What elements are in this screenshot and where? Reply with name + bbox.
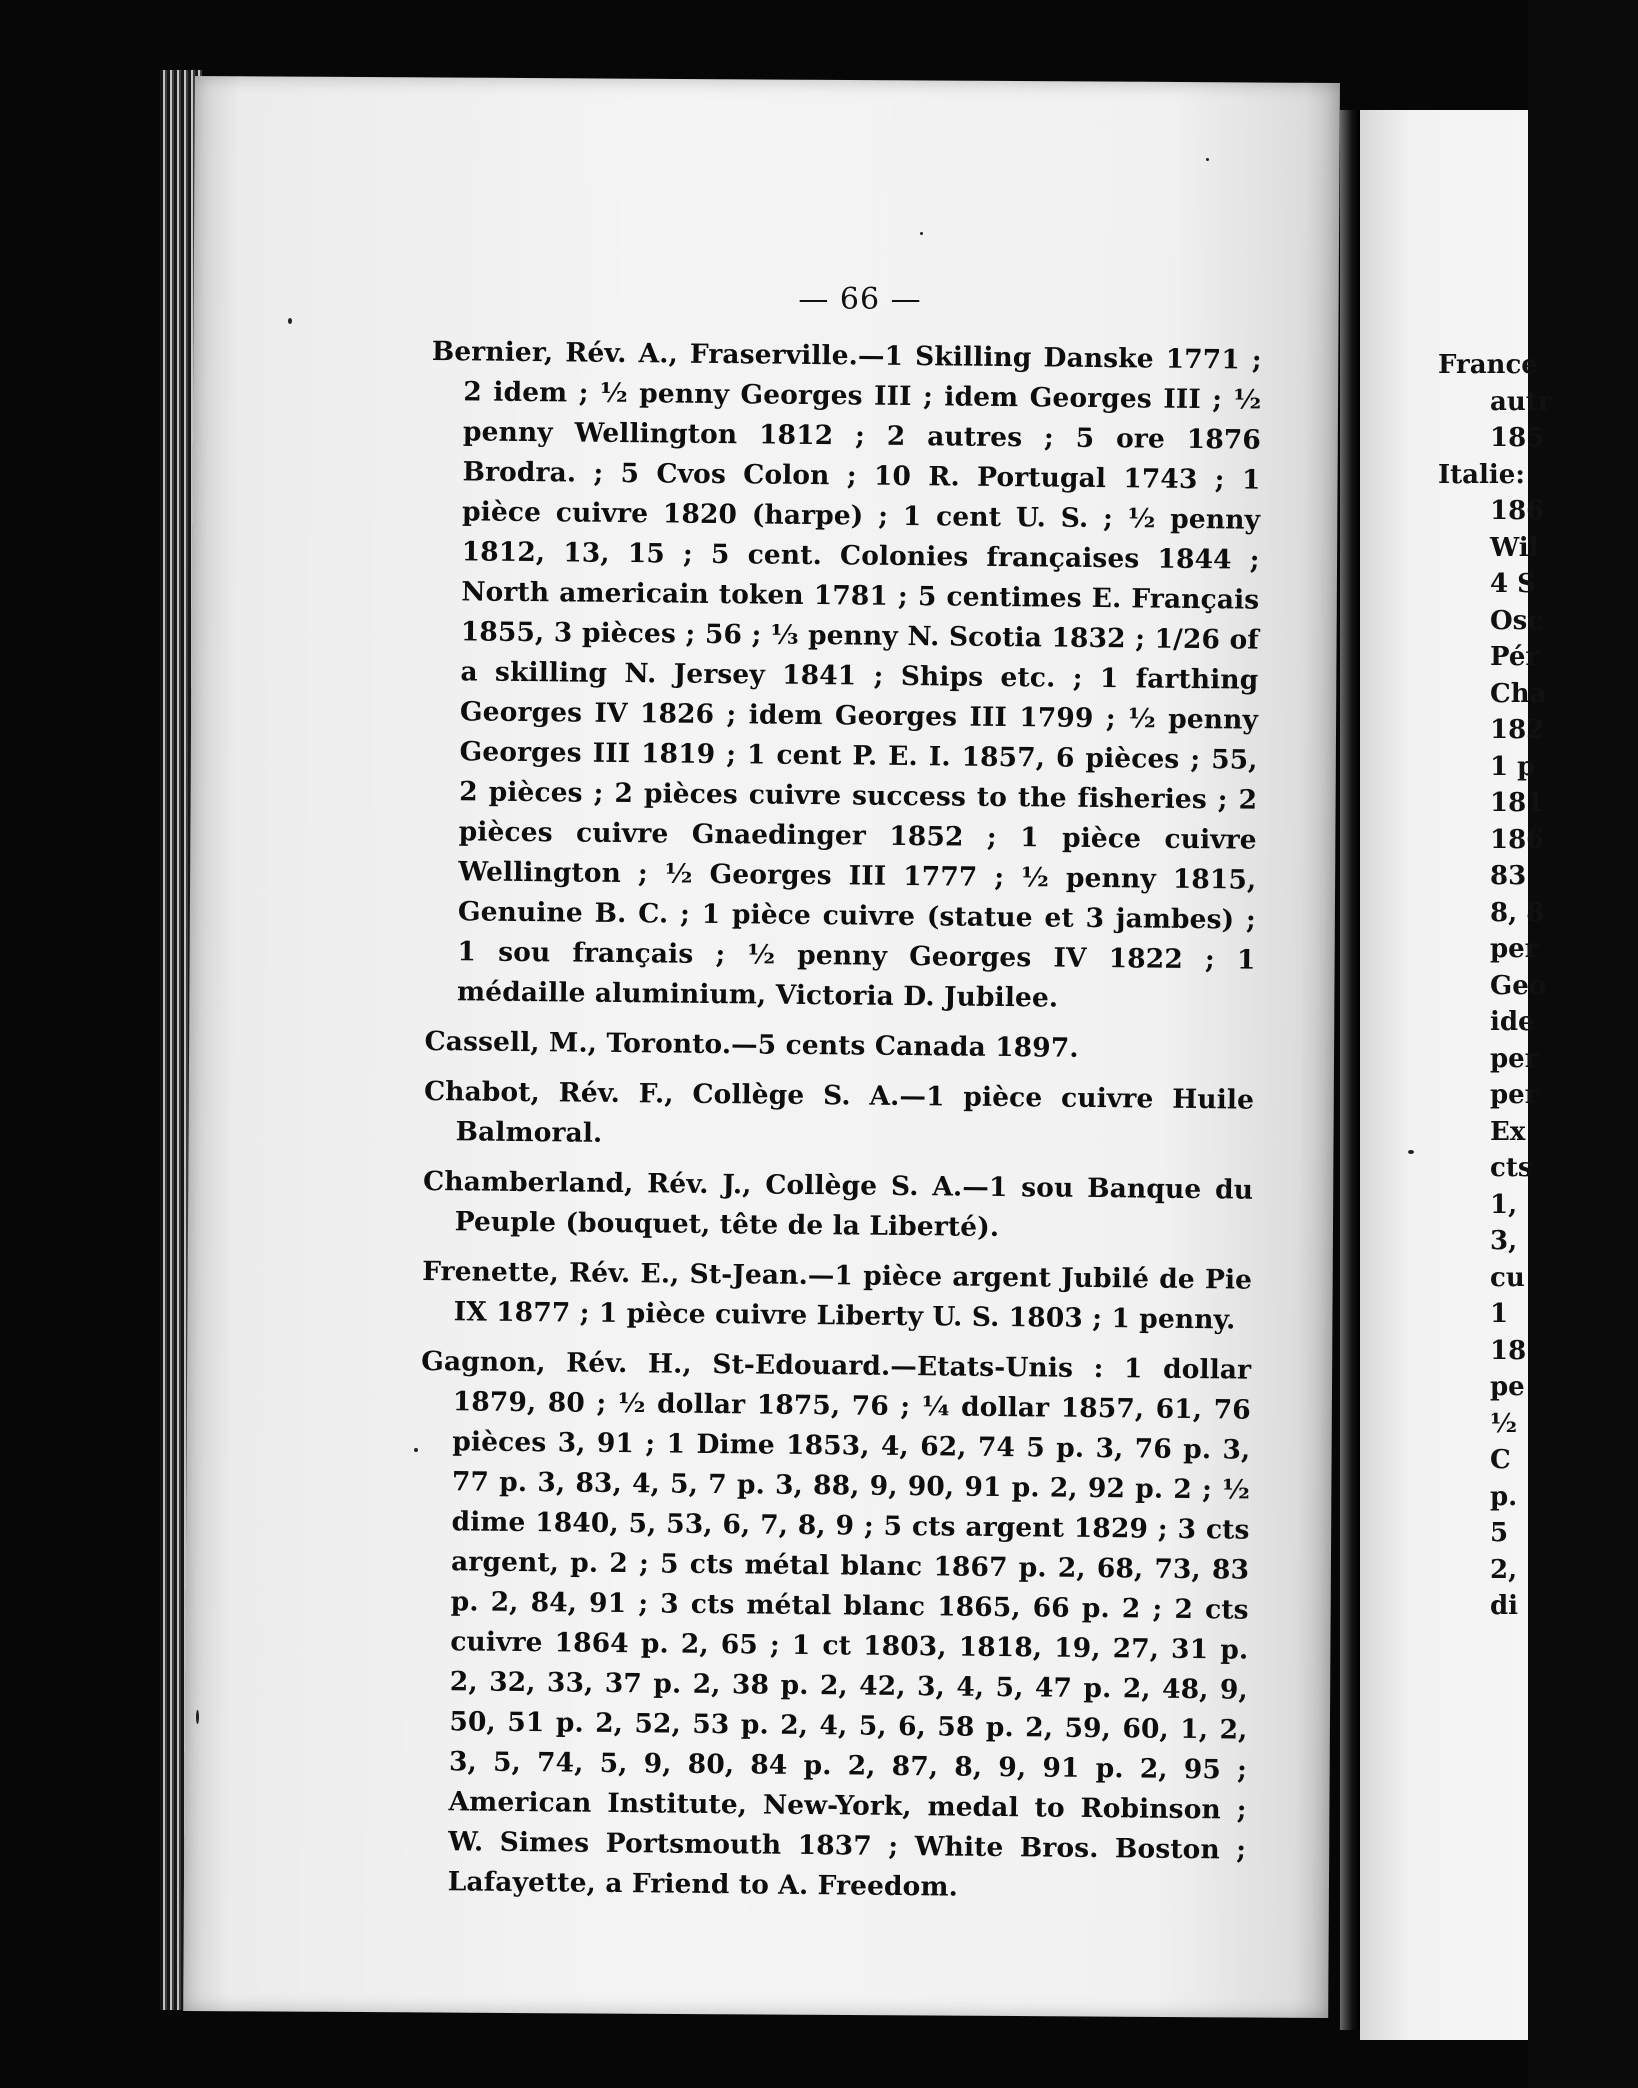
entry-gagnon: Gagnon, Rév. H., St-Edouard.—Etats-Unis : 1 dollar 1879, 80 ; ½ dollar 1875, 76 ; ¼ dollar 1857, 61, 76 pièces 3, 91 ; 1 Dime 1853, 4, 62, 74 5 p. 3, 76 p. 3, 77 p. 3, 83, 4, 5, 7 p. 3, 88, 9, 90, 91 p. 2, 92 p. 2 ; ½ dime 1840, 5, 53, 6, 7, 8, 9 ; 5 cts argent 1829 ; 3 cts argent, p. 2 ; 5 cts métal blanc 1867 p. 2, 68, 73, 83 p. 2, 84, 91 ; 3 cts métal blanc 1865, 66 p. 2 ; 2 cts cuivre 1864 p. 2, 65 ; 1 ct 1803, 1818, 19, 27, 31 p. 2, 32, 33, 37 p. 2, 38 p. 2, 42, 3, 4, 5, 47 p. 2, 48, 9, 50, 51 p. 2, 52, 53 p. 2, 4, 5, 6, 58 p. 2, 59, 60, 1, 2, 3, 5, 74, 5, 9, 80, 84 p. 2, 87, 8, 9, 91 p. 2, 95 ; American Institute, New-York, medal to Robinson ; W. Simes Portsmouth 1837 ; White Bros. Boston ; Lafayette, a Friend to A. Freedom. [421, 1345, 1252, 1903]
right-page-fragment: 1, [1490, 1189, 1518, 1220]
right-page-fragment: ide [1490, 1007, 1535, 1037]
right-page-fragment: pe [1490, 1372, 1525, 1402]
right-page-fragment: 181 [1490, 788, 1545, 818]
scan-speck [196, 1710, 199, 1724]
scan-speck [920, 232, 923, 235]
right-page-fragment: cu [1490, 1262, 1525, 1293]
right-page-fragment: France [1438, 350, 1538, 380]
right-page-fragment: 186 [1490, 496, 1545, 526]
right-page-fragment: Geo [1490, 970, 1547, 1001]
right-page-fragment: 3, [1490, 1226, 1518, 1256]
right-page-fragment: 186 [1490, 824, 1545, 855]
right-page-fragment: Ex [1490, 1116, 1526, 1147]
right-page-fragment: Cha [1490, 678, 1547, 709]
right-page-fragment: per [1490, 1043, 1539, 1074]
right-page-fragment: p. [1490, 1481, 1518, 1512]
entry-bernier: Bernier, Rév. A., Fraserville.—1 Skilling Danske 1771 ; 2 idem ; ½ penny Georges III ; idem Georges III ; ½ penny Wellington 1812 ; 2 autres ; 5 ore 1876 Brodra. ; 5 Cvos Colon ; 10 R. Portugal 1743 ; 1 pièce cuivre 1820 (harpe) ; 1 cent U. S. ; ½ penny 1812, 13, 15 ; 5 cent. Colonies françaises 1844 ; North americain token 1781 ; 5 centimes E. Français 1855, 3 pièces ; 56 ; ⅓ penny N. Scotia 1832 ; 1/26 of a skilling N. Jersey 1841 ; Ships etc. ; 1 farthing Georges IV 1826 ; idem Georges III 1799 ; ½ penny Georges III 1819 ; 1 cent P. E. I. 1857, 6 pièces ; 55, 2 pièces ; 2 pièces cuivre success to the fisheries ; 2 pièces cuivre Gnaedinger 1852 ; 1 pièce cuivre Wellington ; ½ Georges III 1777 ; ½ penny 1815, Genuine B. C. ; 1 pièce cuivre (statue et 3 jambes) ; 1 sou français ; ½ penny Georges IV 1822 ; 1 médaille aluminium, Victoria D. Jubilee. [431, 335, 1262, 1014]
entry-frenette: Frenette, Rév. E., St-Jean.—1 pièce argent Jubilé de Pie IX 1877 ; 1 pièce cuivre Liberty U. S. 1803 ; 1 penny. [421, 1255, 1253, 1336]
right-page-fragment: 18 [1490, 1335, 1527, 1366]
book-gutter [1340, 110, 1360, 2030]
right-page-fragment: 5 [1490, 1518, 1509, 1548]
entry-chamberland: Chamberland, Rév. J., Collège S. A.—1 sou Banque du Peuple (bouquet, tête de la Liberté). [422, 1165, 1254, 1243]
entry-cassell: Cassell, M., Toronto.—5 cents Canada 1897. [424, 1025, 1079, 1064]
right-page-fragment: 182 [1490, 715, 1545, 745]
right-page-fragment: autr [1490, 386, 1552, 417]
scan-speck [1408, 1150, 1414, 1154]
scan-speck [288, 318, 292, 324]
right-page-fragment: per [1490, 1080, 1539, 1110]
right-page-fragment: 1 p [1490, 751, 1536, 782]
scan-speck [414, 1448, 418, 1452]
right-page-fragment: Osc [1490, 605, 1544, 636]
right-page-fragment: C [1490, 1445, 1511, 1475]
right-page-fragment: 4 S [1490, 569, 1536, 599]
right-page-fragment: Italie: [1438, 459, 1525, 490]
scan-speck [1206, 158, 1209, 161]
right-page-fragment: Wil [1490, 532, 1539, 563]
right-page-fragment: 2, [1490, 1554, 1518, 1585]
right-page-fragment: cts [1490, 1153, 1533, 1183]
right-page-fragment: Pér [1490, 642, 1540, 672]
right-page-fragment: 83 [1490, 861, 1527, 891]
right-page-fragment: per [1490, 934, 1539, 964]
right-page-fragment: 1 [1490, 1299, 1509, 1329]
page-number: — 66 — [798, 282, 922, 317]
right-page-fragment: di [1490, 1591, 1519, 1621]
right-page-fragment: ½ [1490, 1408, 1518, 1439]
right-page-fragment: 185 [1490, 423, 1545, 453]
entry-chabot: Chabot, Rév. F., Collège S. A.—1 pièce cuivre Huile Balmoral. [423, 1075, 1255, 1149]
page-text [415, 332, 1261, 1921]
right-page-fragment: 8, 8 [1490, 897, 1545, 928]
